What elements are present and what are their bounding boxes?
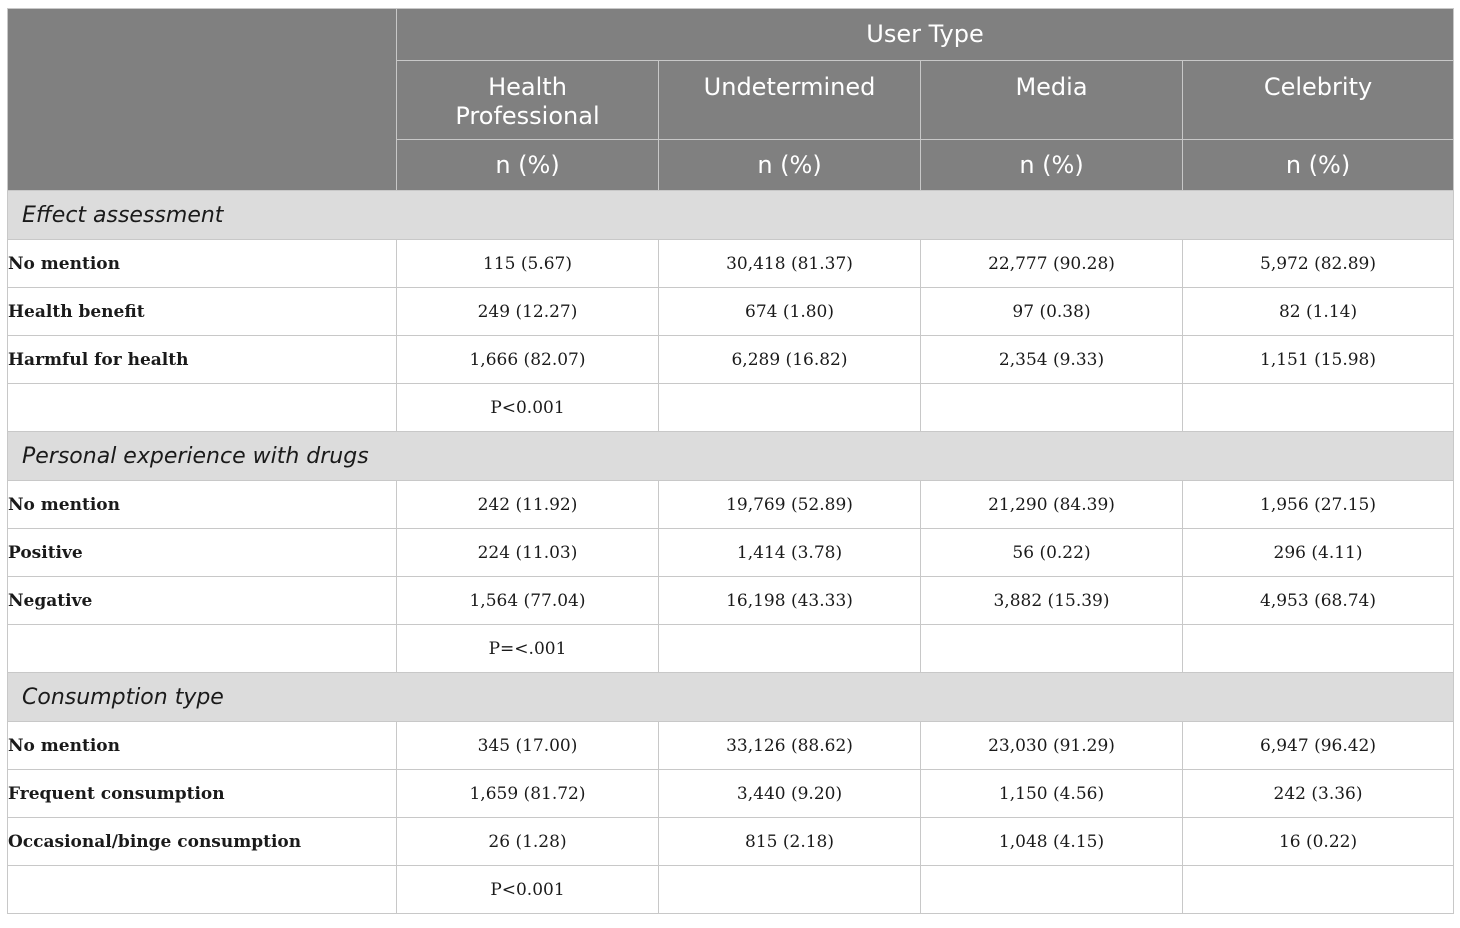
- table-cell: 22,777 (90.28): [921, 240, 1183, 288]
- table-cell: 296 (4.11): [1183, 529, 1454, 577]
- table-row: [8, 577, 1454, 625]
- table-cell: 19,769 (52.89): [659, 481, 921, 529]
- table-cell: 224 (11.03): [397, 529, 659, 577]
- table-cell: 33,126 (88.62): [659, 722, 921, 770]
- section-header-row: [8, 432, 1454, 481]
- table-row: [8, 481, 1454, 529]
- table-cell: 5,972 (82.89): [1183, 240, 1454, 288]
- column-header-undetermined: [659, 61, 921, 140]
- table-cell: 345 (17.00): [397, 722, 659, 770]
- p-value-cell: [921, 625, 1183, 673]
- row-label: No mention: [8, 722, 397, 770]
- p-value-cell: P<0.001: [397, 384, 659, 432]
- table-row: [8, 818, 1454, 866]
- section-header-row: [8, 673, 1454, 722]
- row-label: [8, 384, 397, 432]
- table-row: [8, 240, 1454, 288]
- p-value-row: [8, 866, 1454, 914]
- column-unit: n (%): [397, 140, 659, 191]
- table-row: [8, 529, 1454, 577]
- column-header-media: [921, 61, 1183, 140]
- table-cell: 242 (11.92): [397, 481, 659, 529]
- table-cell: 16 (0.22): [1183, 818, 1454, 866]
- table-row: [8, 722, 1454, 770]
- user-type-header: User Type: [397, 9, 1454, 61]
- row-label: [8, 625, 397, 673]
- table-cell: 1,666 (82.07): [397, 336, 659, 384]
- p-value-cell: [921, 384, 1183, 432]
- table-cell: 2,354 (9.33): [921, 336, 1183, 384]
- p-value-cell: [1183, 625, 1454, 673]
- table-body: [8, 191, 1454, 914]
- table-cell: 1,150 (4.56): [921, 770, 1183, 818]
- p-value-cell: [1183, 866, 1454, 914]
- table-row: [8, 288, 1454, 336]
- table-cell: 1,564 (77.04): [397, 577, 659, 625]
- column-header-label: Media: [1015, 73, 1088, 101]
- table-row: [8, 770, 1454, 818]
- data-table: [7, 8, 1454, 914]
- table-cell: 674 (1.80): [659, 288, 921, 336]
- p-value-cell: [921, 866, 1183, 914]
- table-cell: 3,882 (15.39): [921, 577, 1183, 625]
- table-cell: 26 (1.28): [397, 818, 659, 866]
- column-unit: n (%): [659, 140, 921, 191]
- column-unit: n (%): [1183, 140, 1454, 191]
- column-header-label: Health Professional: [455, 73, 600, 130]
- table-cell: 115 (5.67): [397, 240, 659, 288]
- table-cell: 6,289 (16.82): [659, 336, 921, 384]
- column-unit: n (%): [921, 140, 1183, 191]
- table-cell: 1,048 (4.15): [921, 818, 1183, 866]
- row-label: [8, 866, 397, 914]
- section-title: Effect assessment: [8, 191, 1454, 240]
- p-value-row: [8, 625, 1454, 673]
- header-corner-cell: [8, 9, 397, 191]
- column-header-label: Celebrity: [1263, 73, 1373, 101]
- table-cell: 97 (0.38): [921, 288, 1183, 336]
- table-cell: 21,290 (84.39): [921, 481, 1183, 529]
- table-cell: 4,953 (68.74): [1183, 577, 1454, 625]
- row-label: Frequent consumption: [8, 770, 397, 818]
- section-title: Personal experience with drugs: [8, 432, 1454, 481]
- column-header-label: Undetermined: [703, 73, 876, 101]
- row-label: Negative: [8, 577, 397, 625]
- table-cell: 249 (12.27): [397, 288, 659, 336]
- row-label: Positive: [8, 529, 397, 577]
- p-value-cell: P=<.001: [397, 625, 659, 673]
- row-label: Harmful for health: [8, 336, 397, 384]
- header-group-row: [8, 9, 1454, 61]
- section-header-row: [8, 191, 1454, 240]
- p-value-row: [8, 384, 1454, 432]
- table-cell: 242 (3.36): [1183, 770, 1454, 818]
- section-title: Consumption type: [8, 673, 1454, 722]
- table-cell: 82 (1.14): [1183, 288, 1454, 336]
- table-cell: 6,947 (96.42): [1183, 722, 1454, 770]
- table-cell: 815 (2.18): [659, 818, 921, 866]
- table-cell: 56 (0.22): [921, 529, 1183, 577]
- row-label: No mention: [8, 481, 397, 529]
- table-cell: 3,440 (9.20): [659, 770, 921, 818]
- table-cell: 1,956 (27.15): [1183, 481, 1454, 529]
- p-value-cell: [1183, 384, 1454, 432]
- table-cell: 23,030 (91.29): [921, 722, 1183, 770]
- row-label: No mention: [8, 240, 397, 288]
- column-header-celebrity: [1183, 61, 1454, 140]
- column-header-health-professional: [397, 61, 659, 140]
- table-cell: 1,414 (3.78): [659, 529, 921, 577]
- p-value-cell: [659, 866, 921, 914]
- table-cell: 1,659 (81.72): [397, 770, 659, 818]
- p-value-cell: [659, 384, 921, 432]
- p-value-cell: P<0.001: [397, 866, 659, 914]
- table-header: [8, 9, 1454, 191]
- p-value-cell: [659, 625, 921, 673]
- table-cell: 16,198 (43.33): [659, 577, 921, 625]
- table-cell: 30,418 (81.37): [659, 240, 921, 288]
- table-cell: 1,151 (15.98): [1183, 336, 1454, 384]
- row-label: Occasional/binge consumption: [8, 818, 397, 866]
- table-row: [8, 336, 1454, 384]
- row-label: Health benefit: [8, 288, 397, 336]
